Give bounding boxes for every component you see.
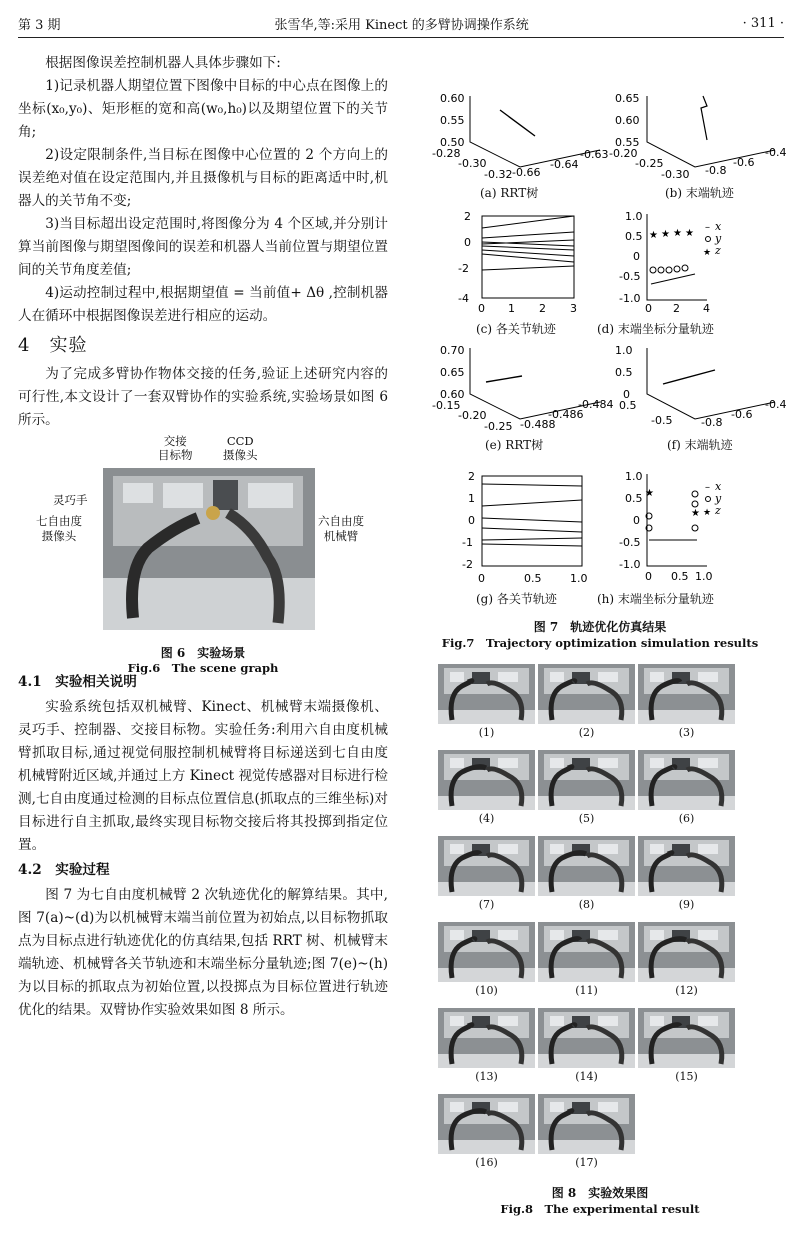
g-x-tick-2: 0.5 xyxy=(524,572,542,585)
plot-a-svg xyxy=(432,92,610,182)
f-x-tick-2: -0.5 xyxy=(651,414,673,427)
b-x-tick-1: -0.20 xyxy=(609,147,638,160)
step-1: 1)记录机器人期望位置下图像中目标的中心点在图像上的坐标(x₀,y₀)、矩形框的宽和高(w₀,h₀)以及期望位置下的关节角; xyxy=(18,78,388,140)
fig7-caption-cn: 图 7 轨迹优化仿真结果 xyxy=(533,620,667,634)
c-x-tick-1: 0 xyxy=(478,302,485,315)
a-x-tick-3: -0.32 xyxy=(484,168,513,181)
h-y-tick-4: -0.5 xyxy=(619,536,641,549)
figure-6 xyxy=(18,434,388,675)
label-hand: 灵巧手 xyxy=(53,493,88,507)
section-4-heading: 4 实验 xyxy=(18,335,88,356)
e-z-tick-2: 0.65 xyxy=(440,366,465,379)
fig7-caption-en: Fig.7 Trajectory optimization simulation results xyxy=(441,636,759,650)
experiment-photo xyxy=(638,836,735,896)
b-y-tick-2: -0.6 xyxy=(733,156,755,169)
scene-photo-drawing xyxy=(103,468,315,630)
b-z-tick-3: 0.55 xyxy=(615,136,640,149)
h-x-tick-3: 1.0 xyxy=(695,570,713,583)
experiment-photo-label: (14) xyxy=(575,1070,598,1083)
h-legend-y: y xyxy=(715,492,722,505)
f-z-tick-3: 0 xyxy=(623,388,630,401)
plot-b-svg xyxy=(609,92,790,182)
a-z-tick-3: 0.50 xyxy=(440,136,465,149)
plot-c-svg xyxy=(440,210,610,320)
subsection-4-1: 4.1 实验相关说明 xyxy=(18,674,137,690)
label-ccd: CCD 摄像头 xyxy=(223,434,258,462)
b-y-tick-3: -0.4 xyxy=(765,146,787,159)
plot-d xyxy=(597,210,790,336)
label-six-dof: 六自由度 机械臂 xyxy=(318,514,364,543)
b-y-tick-1: -0.8 xyxy=(705,164,727,177)
h-legend-z: z xyxy=(715,504,721,517)
label-g: (g) 各关节轨迹 xyxy=(476,592,557,606)
g-y-tick-1: 2 xyxy=(468,470,475,483)
e-z-tick-1: 0.70 xyxy=(440,344,465,357)
d-star-3: ★ xyxy=(673,228,682,239)
label-d: (d) 末端坐标分量轨迹 xyxy=(597,322,714,336)
left-column xyxy=(18,52,388,1022)
experiment-photo xyxy=(638,1008,735,1068)
plot-h-svg xyxy=(615,470,790,590)
plot-b xyxy=(609,92,790,200)
experiment-photo-label: (7) xyxy=(478,898,495,911)
experiment-photo-label: (15) xyxy=(675,1070,698,1083)
h-y-tick-2: 0.5 xyxy=(625,492,643,505)
running-title: 张雪华,等:采用 Kinect 的多臂协调操作系统 xyxy=(274,17,529,33)
f-x-tick-1: 0.5 xyxy=(619,399,637,412)
f-z-tick-1: 1.0 xyxy=(615,344,633,357)
h-legend-x: x xyxy=(715,480,722,493)
plot-c xyxy=(440,210,610,336)
experiment-photo xyxy=(638,922,735,982)
e-x-tick-1: -0.15 xyxy=(432,399,461,412)
label-f: (f) 末端轨迹 xyxy=(667,438,733,452)
c-y-tick-4: -4 xyxy=(458,292,469,305)
experiment-photo-label: (2) xyxy=(578,726,595,739)
plot-f-svg xyxy=(615,344,790,434)
a-y-tick-2: -0.64 xyxy=(550,158,579,171)
b-x-tick-3: -0.30 xyxy=(661,168,690,181)
e-y-tick-2: -0.486 xyxy=(548,408,584,421)
d-legend-x: x xyxy=(715,220,722,233)
plot-d-svg xyxy=(615,210,790,320)
e-x-tick-2: -0.20 xyxy=(458,409,487,422)
h-legend-line: – xyxy=(705,482,710,493)
d-x-tick-1: 0 xyxy=(645,302,652,315)
experiment-photo xyxy=(538,922,635,982)
experiment-photo-label: (3) xyxy=(678,726,695,739)
step-3: 3)当目标超出设定范围时,将图像分为 4 个区域,并分别计算当前图像与期望图像间的误差和机器人当前位置与期望位置间的关节角度差值; xyxy=(18,216,388,278)
fig6-caption-cn: 图 6 实验场景 xyxy=(160,646,246,660)
d-y-tick-1: 1.0 xyxy=(625,210,643,223)
experiment-photo-label: (16) xyxy=(475,1156,498,1169)
d-legend-y: y xyxy=(715,232,722,245)
label-seven-dof: 七自由度 摄像头 xyxy=(36,514,82,543)
experiment-photo xyxy=(638,664,735,724)
experiment-photo-label: (1) xyxy=(478,726,495,739)
running-header xyxy=(18,12,784,34)
paragraph-4-1: 实验系统包括双机械臂、Kinect、机械臂末端摄像机、灵巧手、控制器、交接目标物。实验任务:利用六自由度机械臂抓取目标,通过视觉伺服控制机械臂将目标递送到七自由度机械臂附近区域,并通过上方 Kinect 视觉传感器对目标进行检测,七自由度通过检测的目标点位置信息(抓取点的三维坐标)对目标进行自主抓取,最终实现目标物交接后将其投掷到指定位置。 xyxy=(18,699,388,853)
a-z-tick-1: 0.60 xyxy=(440,92,465,105)
f-z-tick-2: 0.5 xyxy=(615,366,633,379)
g-y-tick-5: -2 xyxy=(462,558,473,571)
c-y-tick-1: 2 xyxy=(464,210,471,223)
d-star-4: ★ xyxy=(685,228,694,239)
b-z-tick-1: 0.65 xyxy=(615,92,640,105)
plot-e xyxy=(432,344,614,452)
paragraph-4-2: 图 7 为七自由度机械臂 2 次轨迹优化的解算结果。其中,图 7(a)~(d)为以机械臂末端当前位置为初始点,以目标物抓取点为目标点进行轨迹优化的仿真结果,包括 RRT 树、机械臂末端轨迹、机械臂各关节轨迹和末端坐标分量轨迹;图 7(e)~(h)为以目标的抓取点为初始位置,以投掷点为目标位置进行轨迹优化的结果。双臂协作实验效果如图 8 所示。 xyxy=(18,887,388,1018)
d-star-2: ★ xyxy=(661,229,670,240)
d-star-1: ★ xyxy=(649,230,658,241)
experiment-photo-label: (6) xyxy=(678,812,695,825)
experiment-photo-label: (10) xyxy=(475,984,498,997)
step-2: 2)设定限制条件,当目标在图像中心位置的 2 个方向上的误差绝对值在设定范围内,并且摄像机与目标的距离适中时,机器人的关节角不变; xyxy=(18,147,388,209)
e-z-tick-3: 0.60 xyxy=(440,388,465,401)
label-h: (h) 末端坐标分量轨迹 xyxy=(597,592,714,606)
h-legend-star: ★ xyxy=(703,508,712,518)
h-x-tick-1: 0 xyxy=(645,570,652,583)
f-y-tick-2: -0.6 xyxy=(731,408,753,421)
label-a: (a) RRT树 xyxy=(480,186,539,200)
experiment-photo-label: (4) xyxy=(478,812,495,825)
label-c: (c) 各关节轨迹 xyxy=(476,322,556,336)
d-legend-star: ★ xyxy=(703,248,712,258)
d-y-tick-2: 0.5 xyxy=(625,230,643,243)
plot-f xyxy=(615,344,790,452)
a-x-tick-1: -0.28 xyxy=(432,147,461,160)
a-x-tick-2: -0.30 xyxy=(458,157,487,170)
g-y-tick-4: -1 xyxy=(462,536,473,549)
experiment-photo xyxy=(538,750,635,810)
fig6-caption-en: Fig.6 The scene graph xyxy=(127,661,279,675)
experiment-photo-label: (9) xyxy=(678,898,695,911)
experiment-photo xyxy=(638,750,735,810)
a-y-tick-3: -0.63 xyxy=(580,148,609,161)
e-y-tick-3: -0.484 xyxy=(578,398,614,411)
d-y-tick-3: 0 xyxy=(633,250,640,263)
d-x-tick-3: 4 xyxy=(703,302,710,315)
experiment-photo-label: (5) xyxy=(578,812,595,825)
header-rule xyxy=(18,37,784,38)
f-y-tick-1: -0.8 xyxy=(701,416,723,429)
experiment-photo xyxy=(538,836,635,896)
experiment-photo xyxy=(538,664,635,724)
d-y-tick-4: -0.5 xyxy=(619,270,641,283)
experiment-photo xyxy=(438,750,535,810)
experiment-photo xyxy=(438,1094,535,1154)
h-star-1: ★ xyxy=(645,488,654,499)
experiment-photo-label: (8) xyxy=(578,898,595,911)
c-x-tick-3: 2 xyxy=(539,302,546,315)
h-y-tick-3: 0 xyxy=(633,514,640,527)
subsection-4-2: 4.2 实验过程 xyxy=(18,862,110,878)
label-b: (b) 末端轨迹 xyxy=(665,186,734,200)
b-z-tick-2: 0.60 xyxy=(615,114,640,127)
experiment-photo xyxy=(538,1008,635,1068)
h-star-2: ★ xyxy=(691,508,700,519)
experiment-photo-label: (13) xyxy=(475,1070,498,1083)
label-object: 交接 目标物 xyxy=(158,434,193,462)
c-x-tick-4: 3 xyxy=(570,302,577,315)
plot-g-svg xyxy=(440,470,610,590)
b-x-tick-2: -0.25 xyxy=(635,157,664,170)
g-x-tick-3: 1.0 xyxy=(570,572,588,585)
h-y-tick-1: 1.0 xyxy=(625,470,643,483)
g-x-tick-1: 0 xyxy=(478,572,485,585)
d-x-tick-2: 2 xyxy=(673,302,680,315)
issue-number: 第 3 期 xyxy=(18,17,61,33)
experiment-photo xyxy=(438,1008,535,1068)
fig8-caption-cn: 图 8 实验效果图 xyxy=(551,1186,649,1200)
label-e: (e) RRT树 xyxy=(485,438,544,452)
experiment-photo-label: (17) xyxy=(575,1156,598,1169)
d-legend-line: – xyxy=(705,222,710,233)
c-x-tick-2: 1 xyxy=(508,302,515,315)
h-x-tick-2: 0.5 xyxy=(671,570,689,583)
fig8-caption-en: Fig.8 The experimental result xyxy=(500,1202,700,1216)
experiment-photo-label: (12) xyxy=(675,984,698,997)
g-y-tick-3: 0 xyxy=(468,514,475,527)
d-y-tick-5: -1.0 xyxy=(619,292,641,305)
plot-g xyxy=(440,470,610,606)
experiment-photo xyxy=(538,1094,635,1154)
scene-photo xyxy=(103,468,315,630)
plot-h xyxy=(597,470,790,606)
page-number: · 311 · xyxy=(742,15,784,31)
e-y-tick-1: -0.488 xyxy=(520,418,556,431)
experiment-photo-label: (11) xyxy=(575,984,598,997)
step-4: 4)运动控制过程中,根据期望值 = 当前值+ Δθ ,控制机器人在循环中根据图像误差进行相应的运动。 xyxy=(18,285,388,324)
a-z-tick-2: 0.55 xyxy=(440,114,465,127)
c-y-tick-3: -2 xyxy=(458,262,469,275)
a-y-tick-1: -0.66 xyxy=(512,166,541,179)
experiment-photo xyxy=(438,922,535,982)
c-y-tick-2: 0 xyxy=(464,236,471,249)
e-x-tick-3: -0.25 xyxy=(484,420,513,433)
d-legend-z: z xyxy=(715,244,721,257)
steps-intro: 根据图像误差控制机器人具体步骤如下: xyxy=(45,55,281,71)
experiment-photo xyxy=(438,836,535,896)
experiment-intro: 为了完成多臂协作物体交接的任务,验证上述研究内容的可行性,本文设计了一套双臂协作的实验系统,实验场景如图 6 所示。 xyxy=(18,366,388,428)
g-y-tick-2: 1 xyxy=(468,492,475,505)
f-y-tick-3: -0.4 xyxy=(765,398,787,411)
experiment-photo xyxy=(438,664,535,724)
plot-e-svg xyxy=(432,344,614,434)
plot-a xyxy=(432,92,610,200)
h-y-tick-5: -1.0 xyxy=(619,558,641,571)
